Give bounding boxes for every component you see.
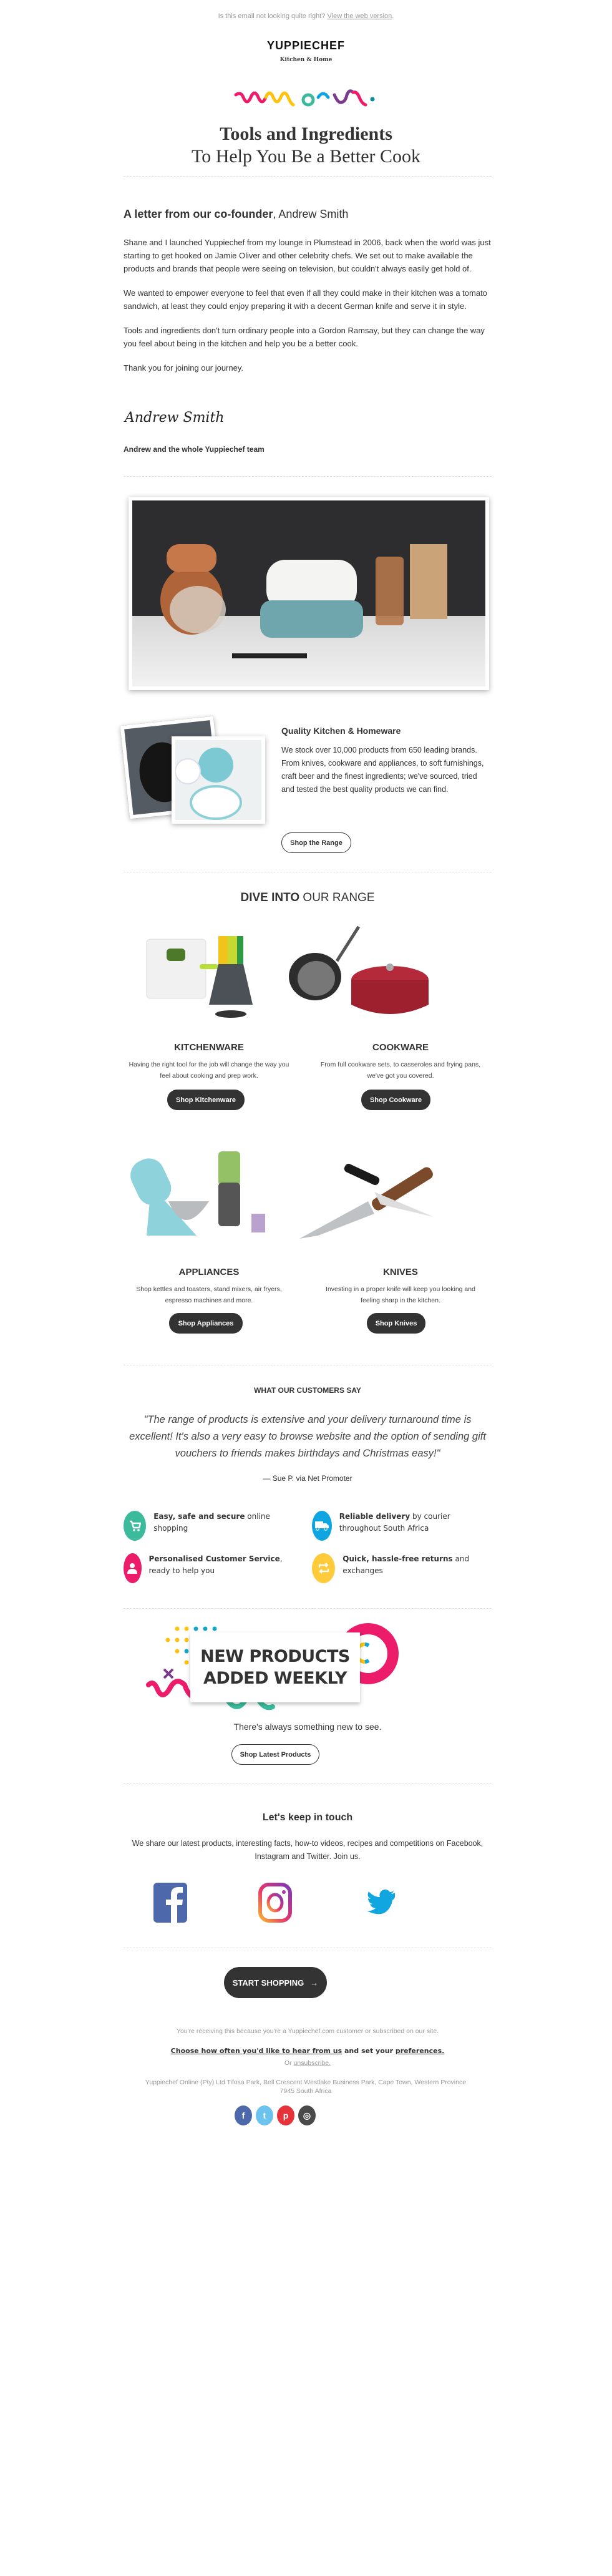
twitter-icon[interactable]: t bbox=[256, 2105, 273, 2125]
tableware-photo bbox=[172, 736, 265, 824]
new-products-tagline: There's always something new to see. bbox=[233, 1722, 382, 1732]
footer-unsubscribe: Or unsubscribe. bbox=[284, 2059, 331, 2067]
footer-preferences: Choose how often you'd like to hear from us and set your preferences. bbox=[170, 2047, 445, 2055]
testimonial-heading: WHAT OUR CUSTOMERS SAY bbox=[254, 1386, 361, 1395]
letter-heading: A letter from our co-founder, Andrew Smith bbox=[124, 208, 349, 220]
feature-item: Personalised Customer Service, ready to help you bbox=[124, 1553, 286, 1583]
knives-image[interactable] bbox=[293, 1145, 443, 1245]
instagram-icon[interactable]: ◎ bbox=[298, 2105, 316, 2125]
brand-tagline: Kitchen & Home bbox=[279, 57, 333, 63]
letter-paragraph: Tools and ingredients don't turn ordinary people into a Gordon Ramsay, but they can change the way you feel about being in the kitchen and help you be a better cook. bbox=[124, 326, 485, 348]
appliances-image[interactable] bbox=[128, 1145, 278, 1245]
category-title: APPLIANCES bbox=[178, 1267, 240, 1277]
letter-body bbox=[124, 236, 492, 374]
category-desc: Investing in a proper knife will keep you looking and feeling sharp in the kitchen. bbox=[326, 1286, 475, 1304]
pinterest-icon[interactable]: p bbox=[277, 2105, 294, 2125]
kitchen-products-illustration bbox=[132, 500, 485, 686]
category-title: KNIVES bbox=[383, 1267, 418, 1277]
arrow-right-icon: → bbox=[310, 1978, 319, 1988]
preferences-link[interactable]: preferences. bbox=[395, 2047, 445, 2055]
divider bbox=[124, 1608, 492, 1609]
unsubscribe-link[interactable]: unsubscribe. bbox=[293, 2059, 331, 2067]
brand-logo[interactable]: YUPPIECHEF bbox=[266, 39, 346, 52]
twitter-icon[interactable] bbox=[366, 1888, 396, 1918]
letter-paragraph: Shane and I launched Yuppiechef from my lounge in Plumstead in 2006, back when the world was just starting to get hooked on Jamie Oliver and other celebrity chefs. We set out to make available the products and brands that people were seeing on television, but couldn't always easily get hold of. bbox=[124, 238, 491, 273]
facebook-icon[interactable] bbox=[153, 1883, 187, 1923]
category-title: KITCHENWARE bbox=[174, 1042, 244, 1053]
shop-appliances-button[interactable]: Shop Appliances bbox=[169, 1313, 243, 1334]
footer-social-icons bbox=[235, 2105, 316, 2125]
instagram-icon[interactable] bbox=[258, 1883, 292, 1923]
feature-item: Reliable delivery by courier throughout South Africa bbox=[312, 1511, 493, 1541]
signoff: Andrew and the whole Yuppiechef team bbox=[124, 445, 265, 454]
range-heading: DIVE INTO OUR RANGE bbox=[240, 891, 375, 904]
start-shopping-button[interactable]: START SHOPPING → bbox=[224, 1967, 327, 1998]
shop-the-range-button[interactable]: Shop the Range bbox=[281, 832, 351, 853]
hero-title: Tools and Ingredients bbox=[220, 124, 392, 144]
social-body: We share our latest products, interesting facts, how-to videos, recipes and competitions on Facebook, Instagram and Twitter. Join us. bbox=[132, 1839, 483, 1861]
letter-paragraph: Thank you for joining our journey. bbox=[124, 363, 243, 373]
footer-address: Yuppiechef Online (Pty) Ltd Tifosa Park, Bell Crescent Westlake Business Park, Cape Town, Western Province 7945 South Africa bbox=[145, 2079, 467, 2095]
category-desc: From full cookware sets, to casseroles and frying pans, we've got you covered. bbox=[320, 1061, 481, 1080]
person-icon bbox=[124, 1553, 142, 1583]
web-version-link[interactable]: View the web version bbox=[327, 12, 392, 20]
social-heading: Let's keep in touch bbox=[262, 1812, 353, 1823]
facebook-icon[interactable]: f bbox=[235, 2105, 252, 2125]
footer-reason: You're receiving this because you're a Yuppiechef.com customer or subscribed on our site. bbox=[176, 2027, 439, 2035]
cart-icon bbox=[124, 1511, 146, 1541]
kitchenware-image[interactable] bbox=[128, 924, 278, 1027]
shop-cookware-button[interactable]: Shop Cookware bbox=[361, 1090, 430, 1110]
preheader: Is this email not looking quite right? View the web version. bbox=[218, 12, 394, 20]
category-title: COOKWARE bbox=[372, 1042, 429, 1053]
quality-body: We stock over 10,000 products from 650 leading brands. From knives, cookware and appliances, to soft furnishings, craft beer and the finest ingredients; we've sourced, tried and tested the best quality products we can find. bbox=[281, 746, 484, 794]
testimonial-author: — Sue P. via Net Promoter bbox=[263, 1474, 352, 1483]
truck-icon bbox=[312, 1511, 332, 1541]
feature-item: Quick, hassle-free returns and exchanges bbox=[312, 1553, 493, 1583]
squiggle-decoration bbox=[231, 87, 381, 110]
testimonial-quote: "The range of products is extensive and your delivery turnaround time is excellent! It's also a very easy to browse website and the option of sending gift vouchers to friends makes birthdays and Christmas easy!" bbox=[129, 1414, 486, 1459]
quality-image[interactable] bbox=[125, 715, 268, 839]
category-desc: Shop kettles and toasters, stand mixers, air fryers, espresso machines and more. bbox=[136, 1286, 282, 1304]
new-products-banner: NEW PRODUCTS ADDED WEEKLY bbox=[190, 1632, 360, 1702]
hero-product-image[interactable] bbox=[129, 497, 489, 690]
hero-subtitle: To Help You Be a Better Cook bbox=[191, 146, 421, 167]
quality-title: Quality Kitchen & Homeware bbox=[281, 726, 401, 736]
shop-kitchenware-button[interactable]: Shop Kitchenware bbox=[167, 1090, 245, 1110]
shop-knives-button[interactable]: Shop Knives bbox=[367, 1313, 425, 1334]
signature: Andrew Smith bbox=[125, 410, 225, 426]
letter-paragraph: We wanted to empower everyone to feel that even if all they could make in their kitchen was a tomato sandwich, at least they could enjoy preparing it with a decent German knife and serve it in style. bbox=[124, 288, 487, 311]
returns-icon bbox=[312, 1553, 335, 1583]
category-desc: Having the right tool for the job will change the way you feel about cooking and prep work. bbox=[129, 1061, 289, 1080]
frequency-link[interactable]: Choose how often you'd like to hear from us bbox=[170, 2047, 342, 2055]
cookware-image[interactable] bbox=[284, 924, 434, 1027]
feature-item: Easy, safe and secure online shopping bbox=[124, 1511, 286, 1541]
shop-latest-products-button[interactable]: Shop Latest Products bbox=[231, 1744, 319, 1765]
divider bbox=[124, 176, 492, 177]
divider bbox=[124, 476, 492, 477]
